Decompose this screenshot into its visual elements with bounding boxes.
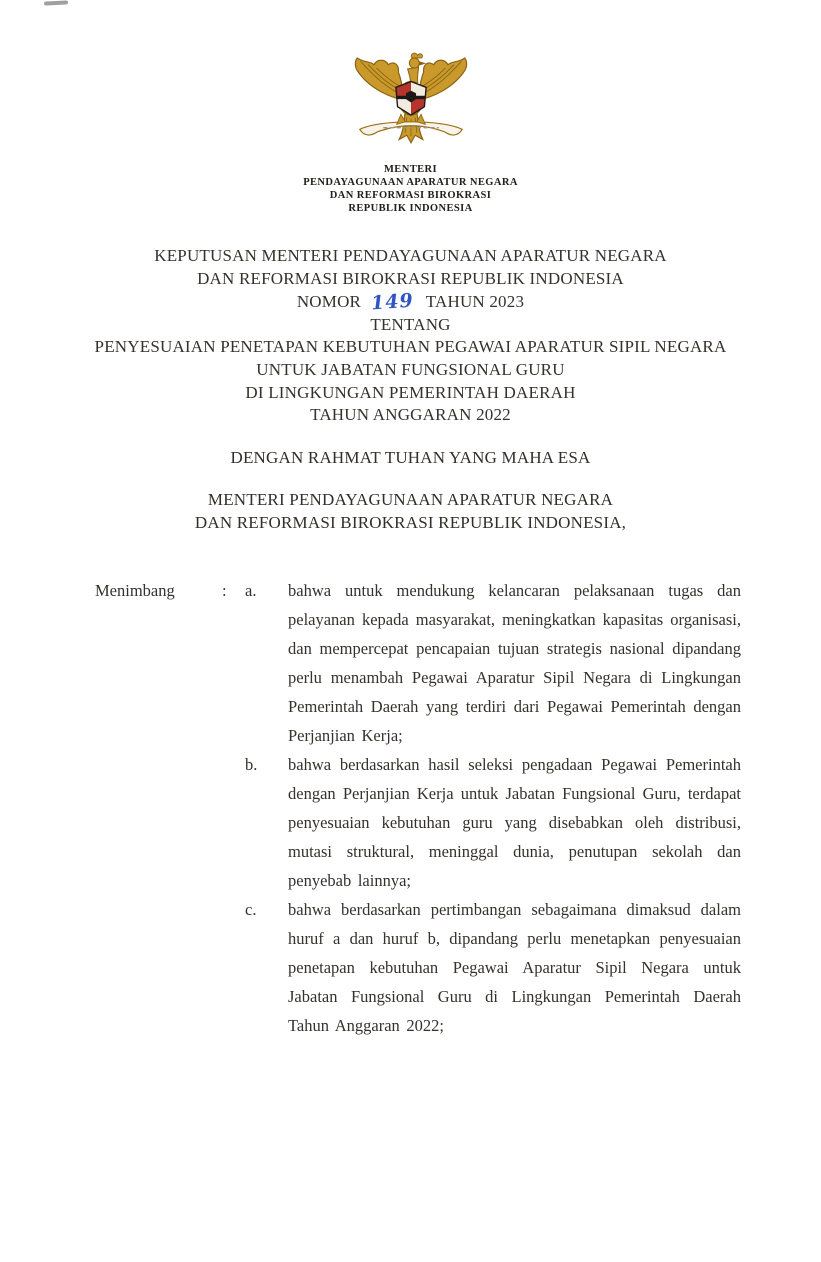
- spacer: [222, 750, 245, 895]
- subject-line-4: TAHUN ANGGARAN 2022: [310, 405, 511, 425]
- considering-section: [95, 576, 741, 1040]
- subject-line-1: PENYESUAIAN PENETAPAN KEBUTUHAN PEGAWAI APARATUR SIPIL NEGARA: [94, 337, 727, 357]
- considering-item-b-letter: b.: [245, 755, 258, 774]
- subject-line-2: UNTUK JABATAN FUNGSIONAL GURU: [256, 359, 565, 379]
- considering-item-c-text: bahwa berdasarkan pertimbangan sebagaimana dimaksud dalam huruf a dan huruf b, dipandang perlu menetapkan penyesuaian penetapan kebutuhan Pegawai Aparatur Sipil Negara untuk Jabatan Fungsional Guru di Lingkungan Pemerintah Daerah Tahun Anggaran 2022;: [288, 900, 741, 1035]
- letterhead: [0, 50, 821, 215]
- decree-title-line-2: DAN REFORMASI BIROKRASI REPUBLIK INDONESIA: [197, 268, 624, 288]
- subject-line-3: DI LINGKUNGAN PEMERINTAH DAERAH: [245, 382, 576, 402]
- considering-separator: :: [222, 581, 227, 600]
- ministry-line-4: REPUBLIK INDONESIA: [348, 203, 473, 214]
- decree-title-block: [0, 245, 821, 427]
- decree-number-line: [0, 290, 821, 314]
- considering-item-a-text: bahwa untuk mendukung kelancaran pelaksanaan tugas dan pelayanan kepada masyarakat, meningkatkan kapasitas organisasi, dan mempercepat pencapaian tujuan strategis nasional dipandang perlu menambah Pegawai Aparatur Sipil Negara di Lingkungan Pemerintah Daerah yang terdiri dari Pegawai Pemerintah dengan Perjanjian Kerja;: [288, 581, 741, 745]
- considering-item-c-letter: c.: [245, 900, 257, 919]
- handwritten-decree-number: 149: [370, 289, 415, 315]
- spacer: [222, 895, 245, 1040]
- invocation-line: DENGAN RAHMAT TUHAN YANG MAHA ESA: [230, 448, 591, 467]
- issuer-line-2: DAN REFORMASI BIROKRASI REPUBLIK INDONESIA,: [194, 512, 627, 532]
- tentang-label: TENTANG: [370, 314, 451, 334]
- ministry-line-2: PENDAYAGUNAAN APARATUR NEGARA: [303, 177, 518, 188]
- spacer: [95, 895, 222, 1040]
- spacer: [95, 750, 222, 895]
- considering-label: Menimbang: [95, 581, 175, 600]
- scan-artifact-dash: [44, 0, 68, 5]
- ministry-line-1: MENTERI: [384, 164, 437, 175]
- considering-item-a-letter: a.: [245, 581, 257, 600]
- considering-item-b-text: bahwa berdasarkan hasil seleksi pengadaan Pegawai Pemerintah dengan Perjanjian Kerja untuk Jabatan Fungsional Guru, terdapat penyesuaian kebutuhan guru yang disebabkan oleh distribusi, mutasi struktural, meninggal dunia, penutupan sekolah dan penyebab lainnya;: [288, 755, 741, 890]
- decree-title-line-1: KEPUTUSAN MENTERI PENDAYAGUNAAN APARATUR NEGARA: [154, 246, 667, 265]
- nomor-prefix: NOMOR: [296, 292, 362, 312]
- ministry-line-3: DAN REFORMASI BIROKRASI: [329, 190, 492, 201]
- garuda-pancasila-emblem: [348, 50, 474, 160]
- issuer-block: [0, 489, 821, 534]
- nomor-suffix: TAHUN 2023: [425, 292, 525, 312]
- issuer-line-1: MENTERI PENDAYAGUNAAN APARATUR NEGARA: [207, 490, 614, 509]
